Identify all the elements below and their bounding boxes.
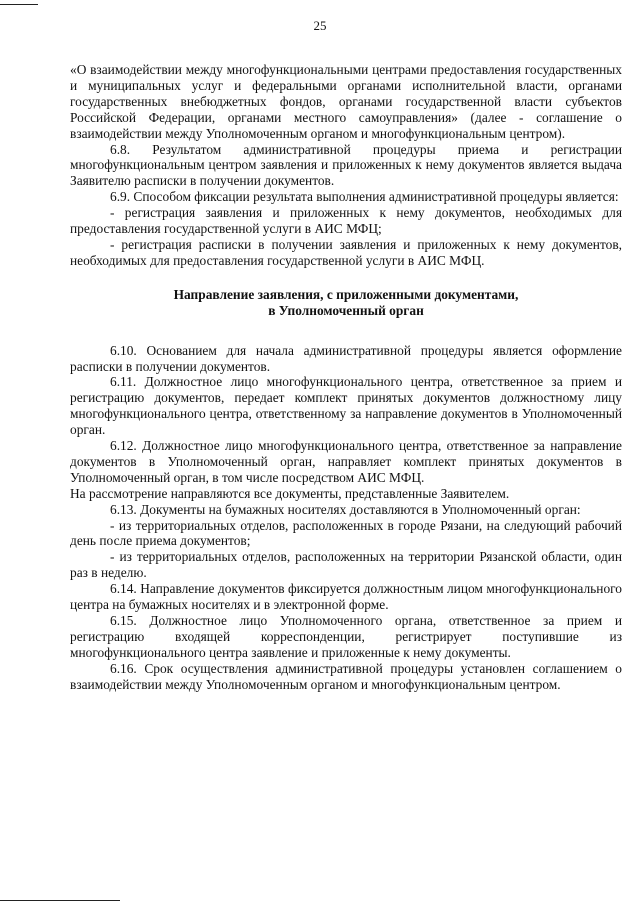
section-heading — [70, 287, 622, 319]
top-paragraphs — [70, 62, 622, 269]
section-heading-line-1: Направление заявления, с приложенными документами, — [173, 286, 519, 302]
paragraph-6-10: 6.10. Основанием для начала административной процедуры является оформление расписки в получении документов. — [70, 342, 622, 374]
paragraph-rassmotrenie: На рассмотрение направляются все документы, представленные Заявителем. — [70, 485, 510, 501]
paragraph-6-13-a: - из территориальных отделов, расположенных в городе Рязани, на следующий рабочий день после приема документов; — [70, 517, 622, 549]
paragraph-6-8: 6.8. Результатом административной процедуры приема и регистрации многофункциональным центром заявления и приложенных к нему документов является выдача Заявителю расписки в получении документов. — [70, 141, 622, 189]
paragraph-6-12: 6.12. Должностное лицо многофункционального центра, ответственное за направление документов в Уполномоченный орган, направляет комплект принятых документов в Уполномоченный орган, в том числе посредством АИС МФЦ. — [70, 438, 622, 485]
bottom-paragraphs — [70, 343, 622, 693]
paragraph-6-13-b: - из территориальных отделов, расположенных на территории Рязанской области, один раз в неделю. — [70, 549, 622, 581]
section-heading-line-2: в Уполномоченный орган — [268, 302, 424, 318]
document-body — [70, 62, 622, 693]
footnote-rule — [0, 900, 120, 901]
top-rule — [0, 4, 38, 5]
paragraph-6-9-a: - регистрация заявления и приложенных к нему документов, необходимых для предоставления государственной услуги в АИС МФЦ; — [70, 205, 622, 237]
paragraph-6-16: 6.16. Срок осуществления административной процедуры установлен соглашением о взаимодействии между Уполномоченным органом и многофункциональным центром. — [70, 660, 622, 692]
paragraph-intro: «О взаимодействии между многофункциональными центрами предоставления государственных и муниципальных услуг и федеральными органами исполнительной власти, органами государственных внебюджетных фондов, органами государственной власти субъектов Российской Федерации, органами местного самоуправления» (далее - соглашение о взаимодействии между Уполномоченным органом и многофункциональным центром). — [70, 62, 622, 141]
paragraph-6-9-b: - регистрация расписки в получении заявления и приложенных к нему документов, необходимых для предоставления государственной услуги в АИС МФЦ. — [70, 236, 622, 268]
paragraph-6-15: 6.15. Должностное лицо Уполномоченного органа, ответственное за прием и регистрацию входящей корреспонденции, регистрирует поступившие из многофункционального центра заявление и приложенные к нему документы. — [70, 613, 622, 660]
paragraph-6-14: 6.14. Направление документов фиксируется должностным лицом многофункционального центра на бумажных носителях и в электронной форме. — [70, 581, 622, 613]
paragraph-6-11: 6.11. Должностное лицо многофункционального центра, ответственное за прием и регистрацию документов, передает комплект принятых документов должностному лицу многофункционального центра, ответственному за направление документов в Уполномоченный орган. — [70, 374, 622, 438]
paragraph-6-13: 6.13. Документы на бумажных носителях доставляются в Уполномоченный орган: — [110, 501, 581, 517]
page-number: 25 — [313, 18, 327, 33]
paragraph-6-9: 6.9. Способом фиксации результата выполнения административной процедуры является: — [110, 189, 619, 205]
